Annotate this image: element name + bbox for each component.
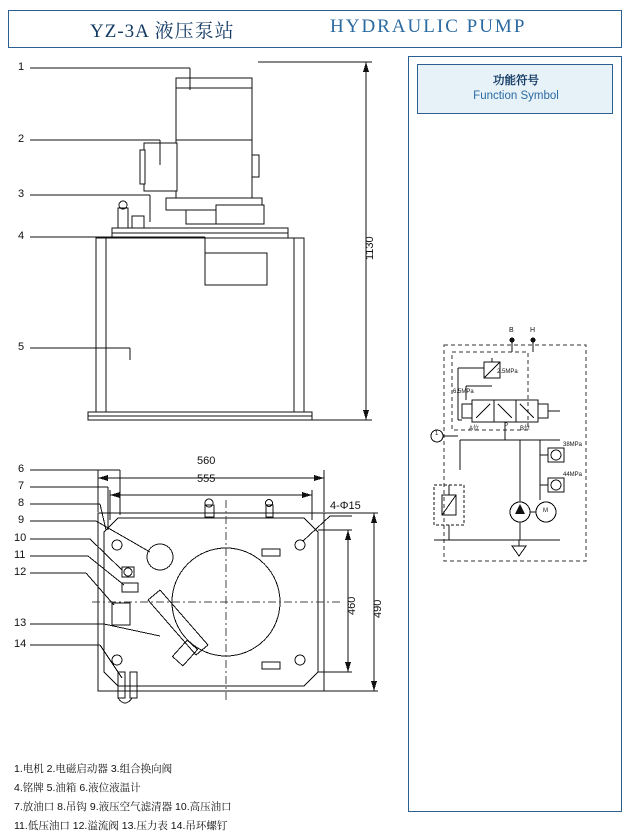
legend-block: [14, 760, 394, 836]
callout-5: 5: [18, 341, 25, 353]
function-symbol-header-cn: 功能符号: [493, 75, 539, 87]
gauge-38mpa-label: 38MPa: [563, 442, 583, 448]
legend-line-2: 4.铭牌 5.油箱 6.液位液温计: [14, 782, 141, 794]
position-p-label: P: [504, 423, 509, 429]
gauge-44mpa-label: 44MPa: [563, 472, 583, 478]
callout-7: 7: [18, 480, 25, 492]
callout-14: 14: [14, 638, 27, 650]
callout-1: 1: [18, 61, 25, 73]
callout-9: 9: [18, 514, 25, 526]
position-a-label: A位: [469, 426, 480, 432]
function-symbol-header-en: Function Symbol: [473, 90, 559, 102]
pressure-6-5mpa-label: 6.5MPa: [453, 389, 474, 395]
dimension-490: 490: [372, 599, 384, 618]
callout-3: 3: [18, 188, 25, 200]
port-b-label: B: [509, 327, 514, 334]
motor-label: M: [543, 508, 548, 514]
dimension-460: 460: [346, 596, 358, 615]
legend-line-1: 1.电机 2.电磁启动器 3.组合换向阀: [14, 763, 173, 775]
tank-mark-label: 1: [435, 431, 439, 437]
dimension-560: 560: [197, 455, 216, 467]
callout-11: 11: [14, 549, 26, 561]
callout-2: 2: [18, 133, 25, 145]
hole-note: 4-Φ15: [330, 500, 361, 512]
title-chinese: YZ-3A 液压泵站: [90, 21, 235, 42]
callout-13: 13: [14, 617, 27, 629]
callout-6: 6: [18, 463, 25, 475]
position-b-label: B位: [520, 426, 531, 432]
legend-line-4: 11.低压油口 12.溢流阀 13.压力表 14.吊环螺钉: [14, 820, 228, 832]
relief-2-5mpa-label: 2.5MPa: [497, 369, 518, 375]
callout-4: 4: [18, 230, 25, 242]
port-h-label: H: [530, 327, 536, 334]
dimension-1130: 1130: [364, 236, 376, 260]
callout-8: 8: [18, 497, 25, 509]
callout-10: 10: [14, 532, 27, 544]
dimension-555: 555: [197, 473, 216, 485]
callout-12: 12: [14, 566, 27, 578]
title-english: HYDRAULIC PUMP: [330, 16, 527, 37]
legend-line-3: 7.放油口 8.吊钩 9.液压空气滤清器 10.高压油口: [14, 801, 232, 813]
